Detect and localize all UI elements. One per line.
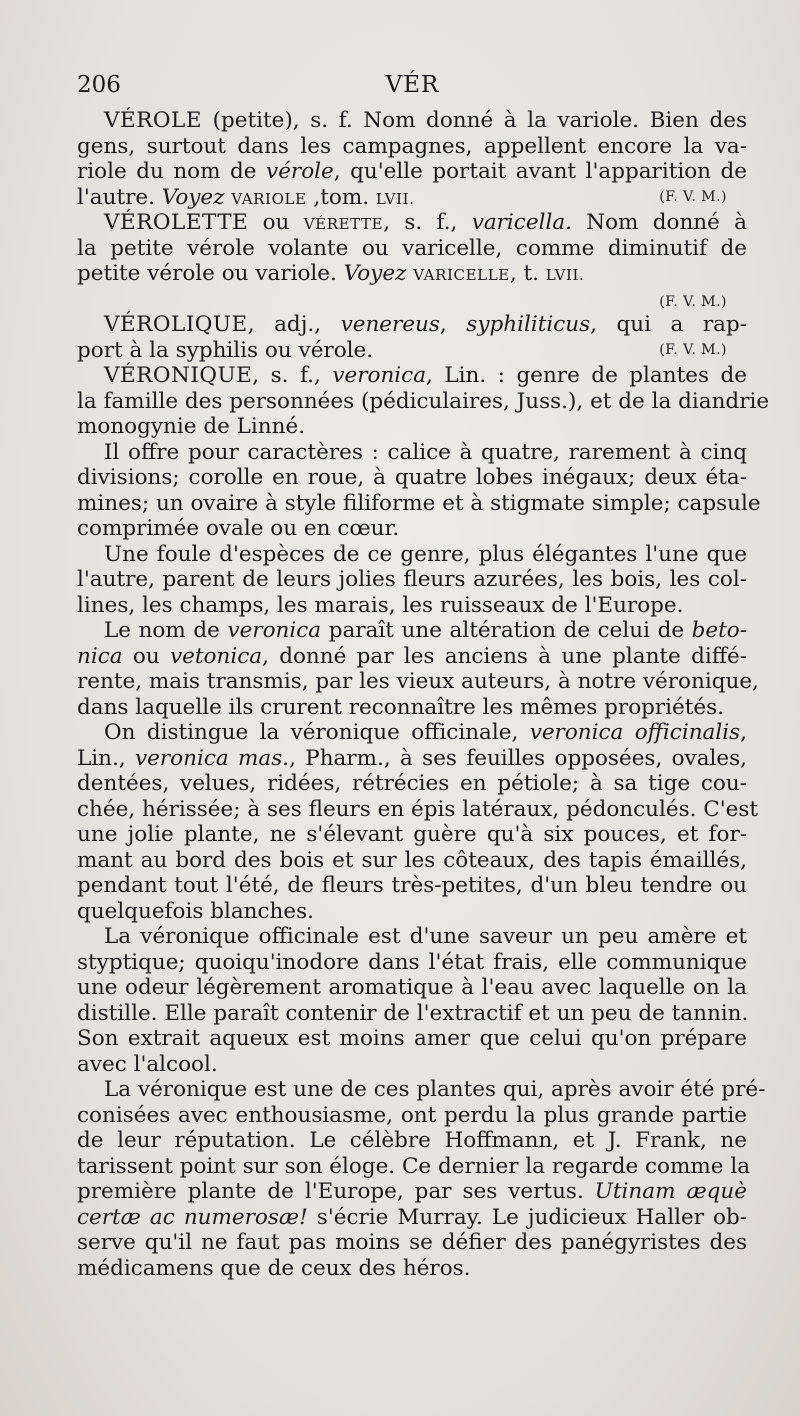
text-line: médicamens que de ceux des héros. <box>77 1255 471 1281</box>
text-line: une odeur légèrement aromatique à l'eau avec laquelle on la <box>77 975 747 1000</box>
text-line: riole du nom de vérole, qu'elle portait avant l'apparition de <box>77 159 748 184</box>
text-line: la famille des personnées (pédiculaires, Juss.), et de la diandrie <box>77 388 770 414</box>
text-line: quelquefois blanches. <box>77 898 314 924</box>
text-line: chée, hérissée; à ses fleurs en épis latéraux, pédonculés. C'est <box>77 796 759 822</box>
text-line: rente, mais transmis, par les vieux auteurs, à notre véronique, <box>77 669 759 694</box>
author-signature: (F. V. M.) <box>659 188 727 205</box>
author-signature: (F. V. M.) <box>659 341 727 358</box>
text-line: divisions; corolle en roue, à quatre lobes inégaux; deux éta- <box>77 465 747 490</box>
text-line: tarissent point sur son éloge. Ce dernier la regarde comme la <box>77 1153 751 1179</box>
text-line: de leur réputation. Le célèbre Hoffmann, et J. Frank, ne <box>77 1128 747 1153</box>
text-line: Une foule d'espèces de ce genre, plus élégantes l'une que <box>104 541 747 567</box>
text-line: comprimée ovale ou en cœur. <box>77 516 400 541</box>
running-head: VÉR <box>385 72 440 98</box>
entry-headword: VÉROLIQUE <box>104 312 248 337</box>
entry-headword: VÉRONIQUE <box>104 363 253 388</box>
text-line: Son extrait aqueux est moins amer que celui qu'on prépare <box>77 1026 747 1051</box>
text-line: VÉROLE (petite), s. f. Nom donné à la variole. Bien des <box>104 108 747 133</box>
text-line: VÉROLIQUE, adj., venereus, syphiliticus, qui a rap- <box>104 312 748 337</box>
text-line <box>77 287 747 313</box>
text-line: nica ou vetonica, donné par les anciens à une plante diffé- <box>77 643 747 669</box>
text-line: l'autre. Voyez VARIOLE ,tom. LVII. (F. V. M.) <box>77 184 727 210</box>
text-line: La véronique officinale est d'une saveur un peu amère et <box>104 924 747 949</box>
text-line: VÉRONIQUE, s. f., veronica, Lin. : genre de plantes de <box>104 363 747 388</box>
text-line: dans laquelle ils crurent reconnaître les mêmes propriétés. <box>77 694 725 720</box>
text-line: mant au bord des bois et sur les côteaux, des tapis émaillés, <box>77 847 747 873</box>
text-line: On distingue la véronique officinale, veronica officinalis, <box>104 720 748 745</box>
text-line: avec l'alcool. <box>77 1051 218 1077</box>
text-line: certæ ac numerosæ! s'écrie Murray. Le judicieux Haller ob- <box>77 1204 748 1230</box>
text-line: lines, les champs, les marais, les ruisseaux de l'Europe. <box>77 592 684 618</box>
text-line: l'autre, parent de leurs jolies fleurs azurées, les bois, les col- <box>77 567 747 592</box>
text-line: port à la syphilis ou vérole. (F. V. M.) <box>77 337 727 363</box>
page-number: 206 <box>77 72 121 98</box>
text-line: dentées, velues, ridées, rétrécies en pétiole; à sa tige cou- <box>77 771 747 796</box>
text-line: La véronique est une de ces plantes qui, après avoir été pré- <box>104 1077 766 1102</box>
author-signature: (F. V. M.) <box>659 293 727 310</box>
text-line: serve qu'il ne faut pas moins se défier des panégyristes des <box>77 1230 747 1255</box>
text-line: la petite vérole volante ou varicelle, comme diminutif de <box>77 235 747 261</box>
text-line: VÉROLETTE ou VÉRETTE, s. f., varicella. Nom donné à <box>104 210 747 235</box>
page-header <box>77 66 748 106</box>
text-line: une jolie plante, ne s'élevant guère qu'à six pouces, et for- <box>77 822 747 847</box>
entry-headword: VÉROLE <box>104 108 203 133</box>
text-line: Le nom de veronica paraît une altération de celui de beto- <box>104 618 747 643</box>
text-line: styptique; quoiqu'inodore dans l'état frais, elle communique <box>77 949 747 975</box>
text-line: Il offre pour caractères : calice à quatre, rarement à cinq <box>104 439 747 465</box>
text-line: première plante de l'Europe, par ses vertus. Utinam æquè <box>77 1179 747 1204</box>
text-line: Lin., veronica mas., Pharm., à ses feuilles opposées, ovales, <box>77 745 747 771</box>
body-text <box>77 108 770 1281</box>
text-line: petite vérole ou variole. Voyez VARICELLE, t. LVII. <box>77 261 585 286</box>
text-line: pendant tout l'été, de fleurs très-petites, d'un bleu tendre ou <box>77 873 747 898</box>
text-line: mines; un ovaire à style filiforme et à stigmate simple; capsule <box>77 490 761 516</box>
text-line: distille. Elle paraît contenir de l'extractif et un peu de tannin. <box>77 1000 749 1026</box>
text-line: conisées avec enthousiasme, ont perdu la plus grande partie <box>77 1102 747 1128</box>
text-line: monogynie de Linné. <box>77 414 306 439</box>
entry-headword: VÉROLETTE <box>104 210 249 235</box>
text-line: gens, surtout dans les campagnes, appellent encore la va- <box>77 133 747 159</box>
